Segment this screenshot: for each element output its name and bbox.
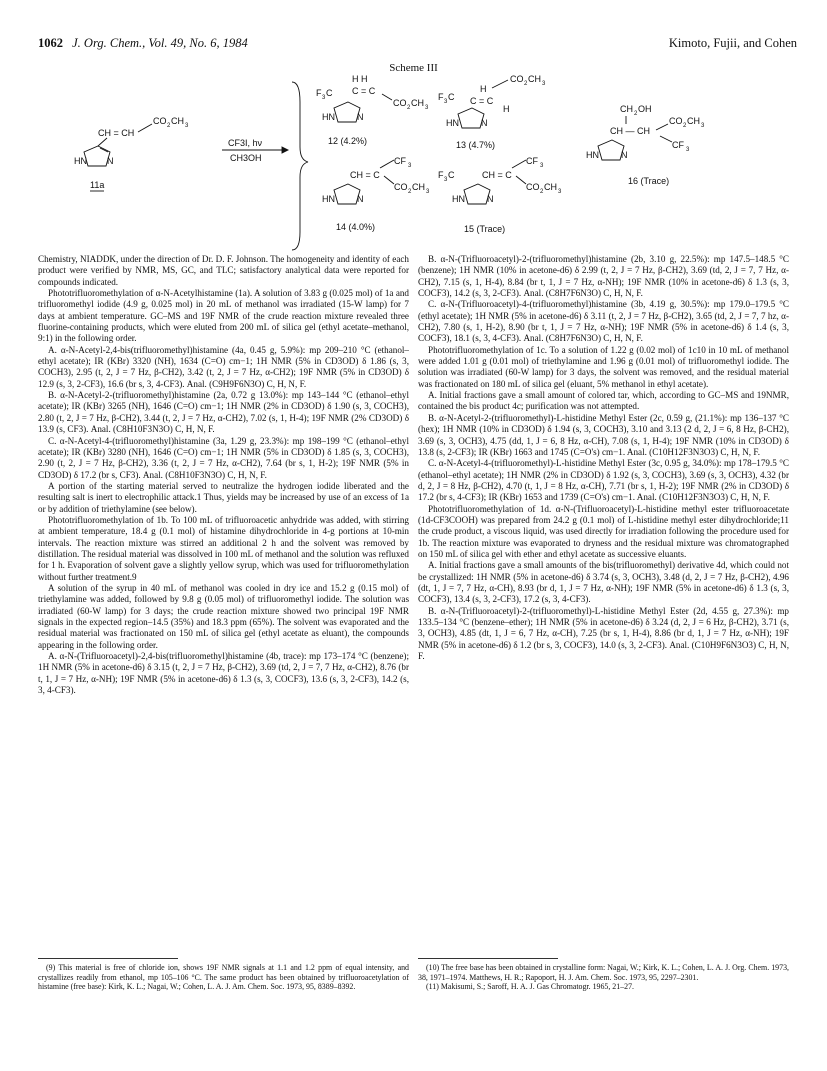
structure-15 [438,156,562,234]
structure-14 [322,156,430,232]
svg-text:3: 3 [540,163,544,169]
svg-text:3: 3 [408,163,412,169]
page-number: 1062 [38,36,63,50]
footnotes-right [418,963,789,992]
label-14: 14 (4.0%) [336,222,376,232]
svg-text:CO: CO [153,116,167,126]
structure-12 [316,74,429,146]
svg-text:2: 2 [634,111,638,117]
svg-text:3: 3 [444,177,448,183]
svg-text:3: 3 [322,95,326,101]
paragraph: A portion of the starting material served to neutralize the hydrogen iodide liberated and the resulting salt is inert to electrophilic attack.1 Thus, yields may be increased by use of an excess of 1a or by addition of triethylamine (see below). [38,480,409,514]
paragraph: Phototrifluoromethylation of 1d. α-N-(Trifluoroacetyl)-L-histidine methyl ester trifluoroacetate (1d-CF3COOH) was prepared from 24.2 g (0.1 mol) of L-histidine methyl ester dihydrochloride;11 the crude product, a viscous liquid, was used directly for irradiation following the procedure used for 1b. The reaction mixture was evaporated to dryness and the residual mixture was chromatographed on 150 mL of silica gel with ether and ethyl acetate as successive eluants. [418,503,789,559]
structure-13 [438,74,546,150]
svg-text:C = C: C = C [352,86,376,96]
paragraph: B. α-N-(Trifluoroacetyl)-2-(trifluoromethyl)-L-histidine Methyl Ester (2d, 4.55 g, 27.3%): mp 133.5–134 °C (benzene–ether); 1H NMR (5% in acetone-d6) δ 3.24 (d, 2, J = 6 Hz, β-CH2), 3.71 (s, 3, OCH3), 4.85 (dt, 1, J = 6, 7 Hz, α-CH), 7.25 (br s, 1, H-4), 8.86 (br d, 1, J = 7 Hz, α-NH); 19F NMR (5% in acetone-d6) δ 1.2 (br s, 3, COCF3), 14.0 (s, 3, 2-CF3). Anal. (C10H9F6N3O3) C, H, N, F. [418,605,789,662]
paragraph: Chemistry, NIADDK, under the direction of Dr. D. F. Johnson. The homogeneity and identity of each product were verified by NMR, MS, GC, and TLC; satisfactory analytical data were reported for compounds indicated. [38,254,409,287]
reagents-bottom: CH3OH [230,153,262,163]
svg-text:3: 3 [444,99,448,105]
paragraph: B. α-N-(Trifluoroacetyl)-2-(trifluoromethyl)histamine (2b, 3.10 g, 22.5%): mp 147.5–148.5 °C (benzene); 1H NMR (10% in acetone-d6) δ 2.99 (t, 2, J = 7 Hz, β-CH2), 3.69 (td, 2, J = 7, 7 Hz, α-CH2), 7.15 (s, 1, H-4), 8.84 (br t, 1, J = 7 Hz, α-NH); 19F NMR (10% in acetone-d6) δ 1.3 (s, 3, COCF3), 14.2 (s, 3, 2-CF3). Anal. (C8H7F6N3O) C, H, N, F. [418,254,789,299]
svg-text:3: 3 [686,147,690,153]
journal-citation: J. Org. Chem., Vol. 49, No. 6, 1984 [72,36,248,50]
svg-text:3: 3 [558,189,562,195]
label-11a: 11a [90,180,105,190]
structure-11a [74,116,189,191]
reagents-top: CF3I, hν [228,138,263,148]
paragraph: Phototrifluoromethylation of 1b. To 100 mL of trifluoroacetic anhydride was added, with stirring at ambient temperature, 18.4 g (0.1 mol) of histamine dihydrochloride in 4-g portions at 10-min intervals. The reaction mixture was stirred an additional 2 h and the solvent was removed by distillation. The residual material was dissolved in 100 mL of methanol and the solution was refluxed for 1 h. Evaporation of solvent gave a slightly yellow syrup, which was used for trifluoromethylation without further treatment.9 [38,514,409,582]
svg-text:CH = C: CH = C [482,170,512,180]
reaction-scheme [60,72,780,257]
svg-text:CH: CH [544,182,557,192]
svg-text:H H: H H [352,74,368,84]
right-column [418,254,789,662]
svg-text:2: 2 [167,123,171,129]
svg-text:C = C: C = C [470,96,494,106]
structure-16 [586,104,705,186]
svg-text:CH: CH [171,116,184,126]
svg-text:3: 3 [542,81,546,87]
svg-text:CF: CF [672,140,684,150]
svg-text:CO: CO [510,74,524,84]
svg-text:CH = CH: CH = CH [98,128,135,138]
reaction-arrow [222,82,308,250]
svg-text:2: 2 [540,189,544,195]
svg-text:OH: OH [638,104,652,114]
paragraph: A. α-N-(Trifluoroacetyl)-2,4-bis(trifluoromethyl)histamine (4b, trace): mp 173–174 °C (benzene); 1H NMR (5% in acetone-d6) δ 3.15 (t, 2, J = 7 Hz, β-CH2), 3.69 (td, 2, J = 7, 7 Hz, α-CH2), 8.76 (br t, 1, J = 7 Hz, α-NH); 19F NMR (5% in acetone-d6) δ 1.3 (s, 3, COCF3), 13.6 (s, 3, 2-CF3), 14.2 (s, 3, 4-CF3). [38,651,409,696]
svg-text:CO: CO [669,116,683,126]
svg-text:HN: HN [446,118,459,128]
svg-text:N: N [107,156,114,166]
svg-text:2: 2 [408,189,412,195]
svg-text:C: C [326,88,333,98]
svg-text:2: 2 [524,81,528,87]
svg-text:2: 2 [683,123,687,129]
running-head-authors: Kimoto, Fujii, and Cohen [668,36,797,50]
svg-text:CF: CF [526,156,538,166]
footnote-rule-left [38,958,178,959]
svg-text:CH = C: CH = C [350,170,380,180]
svg-text:2: 2 [407,105,411,111]
svg-text:F: F [438,92,444,102]
paragraph: C. α-N-Acetyl-4-(trifluoromethyl)-L-histidine Methyl Ester (3c, 0.95 g, 34.0%): mp 178–179.5 °C (ethanol–ethyl acetate); 1H NMR (2% in CD3OD) δ 1.92 (s, 3, COCH3), 3.69 (s, 3, OCH3), 4.32 (br d, 2, J = 8 Hz, β-CH2), 4.70 (t, 1, J = 8 Hz, α-CH), 7.71 (br s, 1, H-2); 19F NMR (2% in CD3OD) δ 17.2 (br s, 4-CF3); IR (KBr) 1653 and 1739 (C=O's) cm−1. Anal. (C10H12F3N3O3) C, H, N, F. [418,458,789,503]
svg-text:CH: CH [411,98,424,108]
page-header [38,36,797,56]
footnote: (11) Makisumi, S.; Saroff, H. A. J. Gas Chromatogr. 1965, 21–27. [426,982,634,992]
paragraph: A solution of the syrup in 40 mL of methanol was cooled in dry ice and 15.2 g (0.15 mol) of triethylamine was added, followed by 9.8 g (0.05 mol) of trifluoromethyl iodide. The solution was irradiated (60-W lamp) for 3 days; the crude reaction mixture showed two principal 19F NMR signals in the expected region–14.5 (35%) and 18.3 ppm (65%). The solvent was evaporated and the residual material was fractionated on 150 mL of silica gel (ethyl acetate as eluant), the compounds appearing in the following order. [38,582,409,650]
footnote-rule-right [418,958,558,959]
svg-text:CO: CO [394,182,408,192]
svg-text:3: 3 [425,105,429,111]
footnotes-left [38,963,409,992]
paragraph: C. α-N-Acetyl-4-(trifluoromethyl)histamine (3a, 1.29 g, 23.3%): mp 198–199 °C (ethanol–ethyl acetate); IR (KBr) 3280 (NH), 1646 (C=O) cm−1; 1H NMR (5% in CD3OD) δ 1.85 (s, 3, COCH3), 2.90 (t, 2, J = 7 Hz, β-CH2), 3.36 (t, 2, J = 7 Hz, α-CH2), 7.64 (br s, 1, H-2); 19F NMR (5% in CD3OD) δ 17.2 (br s, CF3). Anal. (C8H10F3N3O) C, H, N, F. [38,435,409,480]
svg-text:3: 3 [185,123,189,129]
svg-text:3: 3 [701,123,705,129]
svg-text:F: F [438,170,444,180]
paragraph: Phototrifluoromethylation of 1c. To a solution of 1.22 g (0.02 mol) of 1c10 in 10 mL of methanol were added 1.01 g (0.01 mol) of triethylamine and 1.96 g (0.01 mol) of trifluoromethyl iodide. The solution was irradiated (60-W lamp) for 3 days, the solvent was removed, and the residual material was fractionated on 180 mL of silica gel (eluant, 5% methanol in ethyl acetate). [418,344,789,389]
paragraph: B. α-N-Acetyl-2-(trifluoromethyl)histamine (2a, 0.72 g 13.0%): mp 143–144 °C (ethanol–ethyl acetate); IR (KBr) 3265 (NH), 1646 (C=O) cm−1; 1H NMR (2% in CD3OD) δ 1.90 (s, 3, COCH3), 2.80 (t, 2, J = 7 Hz, β-CH2), 3.44 (t, 2, J = 7 Hz, α-CH2), 7.02 (s, 1, H-4); 19F NMR (2% CD3OD) δ 13.9 (s, CF3). Anal. (C8H10F3N3O) C, H, N, F. [38,390,409,435]
svg-text:3: 3 [426,189,430,195]
svg-text:H: H [480,84,487,94]
label-15: 15 (Trace) [464,224,506,234]
paragraph: A. Initial fractions gave a small amounts of the bis(trifluoromethyl) derivative 4d, which could not be crystallized: 1H NMR (5% in acetone-d6) δ 3.74 (s, 3, OCH3), 3.48 (d, 2, J = 7 Hz, β-CH2), 4.96 (dt, 1, J = 7, 7 Hz, α-CH), 8.93 (br d, 1, J = 7 Hz, α-NH); 19F NMR (5% in acetone-d6) δ 1.3 (s, 3, COCF3), 13.4 (s, 3, 2-CF3), 17.2 (s, 3, 4-CF3). [418,560,789,605]
svg-text:HN: HN [74,156,87,166]
svg-text:CH: CH [687,116,700,126]
footnote: (10) The free base has been obtained in crystalline form: Nagai, W.; Kirk, K. L.; Cohen, L. A. J. Org. Chem. 1973, 38, 1971–1974. Matthews, H. R.; Rapoport, H. J. Am. Chem. Soc. 1973, 95, 2297–2301. [418,963,789,982]
label-12: 12 (4.2%) [328,136,368,146]
paragraph: C. α-N-(Trifluoroacetyl)-4-(trifluoromethyl)histamine (3b, 4.19 g, 30.5%): mp 179.0–179.5 °C (ethyl acetate); 1H NMR (5% in acetone-d6) δ 3.11 (t, 2, J = 7 Hz, β-CH2), 3.65 (td, 2, J = 7, 7 hz, α-CH2), 7.80 (s, 1, H-2), 8.90 (br t, 1, J = 7 Hz, α-NH); 19F NMR (5% in acetone-d6) δ 1.4 (s, 3, COCF3), 18.1 (s, 3, 4-CF3). Anal. (C8H7F6N3O) C, H, N, F. [418,299,789,344]
label-16: 16 (Trace) [628,176,670,186]
svg-text:H: H [503,104,510,114]
svg-text:C: C [448,170,455,180]
svg-text:N: N [481,118,488,128]
running-head-left [38,36,248,51]
paragraph: A. α-N-Acetyl-2,4-bis(trifluoromethyl)histamine (4a, 0.45 g, 5.9%): mp 209–210 °C (ethanol–ethyl acetate); IR (KBr) 3320 (NH), 1634 (C=O) cm−1; 1H NMR (5% in CD3OD) δ 1.86 (s, 3, COCH3), 2.95 (t, 2, J = 7 Hz, β-CH2), 3.42 (t, 2, J = 7 Hz, α-CH2); 19F NMR (5% in CD3OD) δ 12.9 (s, 3, 2-CF3), 16.6 (br s, 3, 4-CF3). Anal. (C9H9F6N3O) C, H, N, F. [38,344,409,389]
svg-text:HN: HN [586,150,599,160]
svg-text:HN: HN [322,194,335,204]
scheme-title: Scheme III [389,62,438,74]
svg-text:CH: CH [412,182,425,192]
svg-text:CO: CO [393,98,407,108]
paragraph: Phototrifluoromethylation of α-N-Acetylhistamine (1a). A solution of 3.83 g (0.025 mol) of 1a and trifluoromethyl iodide (4.9 g, 0.025 mol) in 20 mL of methanol was irradiated (15-W lamp) for 7 days at ambient temperature. GC–MS and 19F NMR of the crude reaction mixture revealed three fluorine-containing products, which were eluted from 200 mL of silica gel (ethyl acetate–methanol, 9:1) in the following order. [38,288,409,344]
svg-text:N: N [621,150,628,160]
svg-text:CH — CH: CH — CH [610,126,650,136]
svg-text:F: F [316,88,322,98]
paragraph: B. α-N-Acetyl-2-(trifluoromethyl)-L-histidine Methyl Ester (2c, 0.59 g, (21.1%): mp 136–137 °C (hex); 1H NMR (10% in CD3OD) δ 1.94 (s, 3, COCH3), 3.10 and 3.13 (2 d, 2, J = 6, 8 Hz, β-CH2), 3.69 (s, 3, OCH3), 4.75 (dd, 1, J = 6, 8 Hz, α-CH), 7.08 (s, 1, H-4); 19F NMR (10% in CD3OD) δ 13.8 (s, 2-CF3); IR (KBr) 1663 and 1745 (C=O's) cm−1. Anal. (C10H12F3N3O3) C, H, N, F. [418,412,789,457]
svg-text:N: N [487,194,494,204]
label-13: 13 (4.7%) [456,140,496,150]
left-column [38,254,409,696]
svg-text:CH: CH [528,74,541,84]
svg-text:N: N [357,112,364,122]
svg-text:CH: CH [620,104,633,114]
svg-text:HN: HN [322,112,335,122]
svg-text:CF: CF [394,156,406,166]
svg-text:N: N [357,194,364,204]
footnote: (9) This material is free of chloride ion, shows 19F NMR signals at 1.1 and 1.2 ppm of equal intensity, and crystallizes readily from ethanol, mp 105–106 °C. The same product has been obtained by trifluoroacetylation of histamine (free base): Kirk, K. L.; Nagai, W.; Cohen, L. A. J. Am. Chem. Soc. 1973, 95, 8389–8392. [38,963,409,992]
svg-text:C: C [448,92,455,102]
svg-text:HN: HN [452,194,465,204]
svg-text:CO: CO [526,182,540,192]
paragraph: A. Initial fractions gave a small amount of colored tar, which, according to GC–MS and 19NMR, contained the bis product 4c; purification was not attempted. [418,390,789,412]
